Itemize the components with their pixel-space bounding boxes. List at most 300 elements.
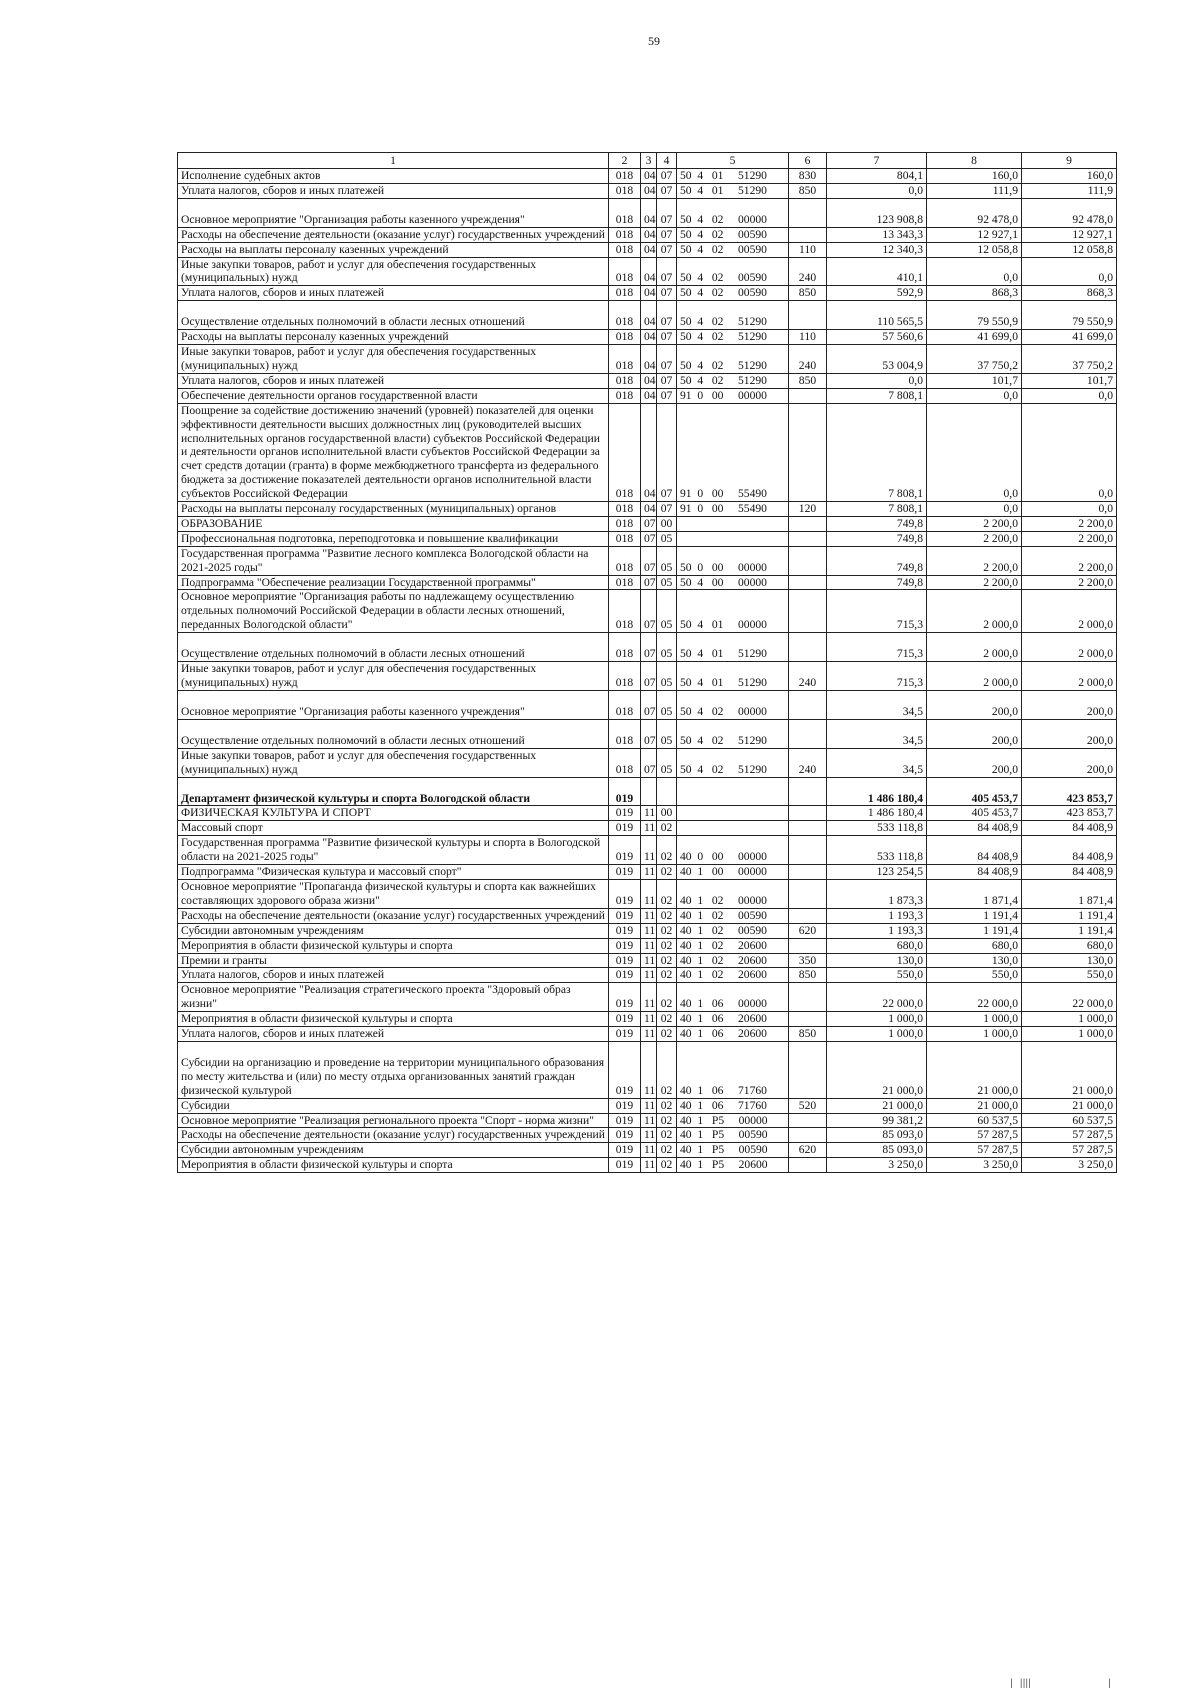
table-row [178,198,1117,227]
row-cell-c5: 50 4 02 00590 [677,286,789,301]
row-cell-c9: 1 000,0 [1022,1027,1117,1042]
row-cell-c8: 84 408,9 [927,865,1022,880]
row-cell-c4: 07 [657,183,677,198]
row-cell-c4: 02 [657,908,677,923]
row-cell-c8: 680,0 [927,938,1022,953]
row-cell-c2: 018 [609,590,641,633]
row-name-cell: Уплата налогов, сборов и иных платежей [178,968,609,983]
row-name-cell: ФИЗИЧЕСКАЯ КУЛЬТУРА И СПОРТ [178,806,609,821]
row-cell-c6 [789,531,827,546]
row-cell-c9: 200,0 [1022,690,1117,719]
row-cell-c2: 019 [609,1027,641,1042]
row-cell-c6: 240 [789,748,827,777]
budget-table [177,152,1117,1173]
table-row [178,242,1117,257]
row-cell-c2: 019 [609,1041,641,1098]
row-cell-c5: 50 4 02 00000 [677,690,789,719]
row-cell-c5: 50 4 02 51290 [677,345,789,374]
row-cell-c9: 57 287,5 [1022,1128,1117,1143]
row-cell-c5: 40 1 P5 00000 [677,1113,789,1128]
row-cell-c8: 1 000,0 [927,1027,1022,1042]
row-cell-c5: 50 4 02 00590 [677,257,789,286]
row-cell-c4: 02 [657,836,677,865]
row-name-cell: Уплата налогов, сборов и иных платежей [178,1027,609,1042]
row-name-cell: Государственная программа "Развитие физической культуры и спорта в Вологодской области на 2021-2025 годы" [178,836,609,865]
row-cell-c7: 57 560,6 [827,330,927,345]
row-cell-c7: 21 000,0 [827,1098,927,1113]
row-cell-c2: 018 [609,286,641,301]
row-cell-c4: 05 [657,748,677,777]
row-cell-c8: 0,0 [927,257,1022,286]
row-cell-c4: 02 [657,865,677,880]
row-cell-c6 [789,301,827,330]
row-cell-c7: 804,1 [827,169,927,184]
row-cell-c9: 57 287,5 [1022,1143,1117,1158]
row-cell-c3: 04 [641,183,657,198]
table-row [178,908,1117,923]
row-cell-c3: 04 [641,169,657,184]
row-cell-c6 [789,227,827,242]
row-cell-c7: 1 000,0 [827,1012,927,1027]
table-row [178,777,1117,806]
row-cell-c2: 018 [609,373,641,388]
row-cell-c9: 22 000,0 [1022,983,1117,1012]
row-cell-c2: 018 [609,403,641,501]
row-cell-c8: 57 287,5 [927,1143,1022,1158]
row-cell-c8: 200,0 [927,690,1022,719]
row-cell-c3: 11 [641,1158,657,1173]
row-cell-c8: 37 750,2 [927,345,1022,374]
row-cell-c5: 40 1 02 00590 [677,908,789,923]
row-cell-c6 [789,516,827,531]
row-name-cell: Расходы на выплаты персоналу казенных учреждений [178,330,609,345]
row-name-cell: Мероприятия в области физической культуры и спорта [178,1012,609,1027]
row-cell-c8: 405 453,7 [927,806,1022,821]
row-cell-c7: 749,8 [827,575,927,590]
row-cell-c2: 019 [609,865,641,880]
row-cell-c4: 02 [657,1098,677,1113]
row-cell-c2: 019 [609,821,641,836]
row-cell-c9: 3 250,0 [1022,1158,1117,1173]
row-cell-c2: 018 [609,257,641,286]
row-cell-c3: 11 [641,879,657,908]
header-cell: 8 [927,153,1022,169]
row-cell-c8: 79 550,9 [927,301,1022,330]
row-cell-c5: 40 1 02 20600 [677,968,789,983]
row-name-cell: Основное мероприятие "Реализация стратегического проекта "Здоровый образ жизни" [178,983,609,1012]
row-cell-c9: 0,0 [1022,403,1117,501]
row-name-cell: Субсидии на организацию и проведение на территории муниципального образования по месту жительства и (или) по месту отдыха организованных занятий граждан физической культурой [178,1041,609,1098]
table-row [178,183,1117,198]
header-cell: 6 [789,153,827,169]
row-cell-c8: 2 000,0 [927,633,1022,662]
row-cell-c9: 21 000,0 [1022,1041,1117,1098]
row-cell-c3: 04 [641,403,657,501]
header-cell: 2 [609,153,641,169]
row-cell-c8: 405 453,7 [927,777,1022,806]
row-cell-c7: 110 565,5 [827,301,927,330]
row-cell-c3: 11 [641,1128,657,1143]
page-number: 59 [648,34,660,48]
row-cell-c3: 11 [641,1143,657,1158]
row-cell-c7: 123 254,5 [827,865,927,880]
row-cell-c8: 92 478,0 [927,198,1022,227]
row-cell-c6 [789,1041,827,1098]
row-name-cell: Государственная программа "Развитие лесного комплекса Вологодской области на 2021-2025 годы" [178,546,609,575]
row-cell-c4: 05 [657,531,677,546]
row-cell-c9: 2 000,0 [1022,590,1117,633]
row-cell-c7: 12 340,3 [827,242,927,257]
row-cell-c6 [789,836,827,865]
row-cell-c2: 019 [609,968,641,983]
row-cell-c2: 018 [609,198,641,227]
row-cell-c5: 50 0 00 00000 [677,546,789,575]
row-cell-c3: 07 [641,531,657,546]
row-cell-c9: 92 478,0 [1022,198,1117,227]
row-cell-c2: 018 [609,183,641,198]
row-cell-c9: 21 000,0 [1022,1098,1117,1113]
row-cell-c6 [789,633,827,662]
table-row [178,330,1117,345]
row-cell-c9: 2 000,0 [1022,662,1117,691]
row-cell-c4: 05 [657,575,677,590]
row-cell-c8: 0,0 [927,502,1022,517]
row-cell-c6 [789,198,827,227]
row-cell-c2: 018 [609,633,641,662]
row-cell-c9: 101,7 [1022,373,1117,388]
row-cell-c6 [789,690,827,719]
row-cell-c3: 11 [641,1098,657,1113]
row-cell-c7: 749,8 [827,531,927,546]
row-cell-c9: 200,0 [1022,748,1117,777]
row-cell-c5: 40 1 P5 20600 [677,1158,789,1173]
row-cell-c5: 50 4 00 00000 [677,575,789,590]
row-cell-c3: 04 [641,502,657,517]
row-cell-c4: 00 [657,516,677,531]
row-cell-c8: 21 000,0 [927,1041,1022,1098]
header-cell: 5 [677,153,789,169]
table-row [178,923,1117,938]
row-cell-c6 [789,1113,827,1128]
row-cell-c6: 110 [789,330,827,345]
row-cell-c7: 592,9 [827,286,927,301]
row-name-cell: ОБРАЗОВАНИЕ [178,516,609,531]
row-cell-c2: 018 [609,330,641,345]
row-cell-c8: 1 191,4 [927,908,1022,923]
row-cell-c5: 40 1 06 71760 [677,1041,789,1098]
row-cell-c5: 40 1 02 20600 [677,938,789,953]
row-cell-c9: 0,0 [1022,502,1117,517]
row-cell-c2: 018 [609,345,641,374]
row-cell-c2: 019 [609,938,641,953]
row-cell-c2: 018 [609,301,641,330]
table-row [178,546,1117,575]
row-cell-c3: 07 [641,662,657,691]
row-cell-c2: 018 [609,502,641,517]
row-cell-c4: 07 [657,257,677,286]
row-name-cell: Осуществление отдельных полномочий в области лесных отношений [178,301,609,330]
row-cell-c7: 0,0 [827,373,927,388]
row-cell-c3: 07 [641,719,657,748]
row-cell-c6: 850 [789,373,827,388]
row-cell-c5 [677,531,789,546]
row-cell-c8: 41 699,0 [927,330,1022,345]
row-cell-c7: 715,3 [827,633,927,662]
row-cell-c5: 50 4 02 00590 [677,242,789,257]
row-cell-c8: 2 200,0 [927,546,1022,575]
row-cell-c4: 02 [657,983,677,1012]
row-cell-c5 [677,806,789,821]
row-cell-c8: 2 200,0 [927,516,1022,531]
row-cell-c4: 02 [657,1113,677,1128]
row-cell-c9: 680,0 [1022,938,1117,953]
table-row [178,516,1117,531]
row-cell-c6: 240 [789,257,827,286]
table-row [178,373,1117,388]
row-cell-c3: 04 [641,388,657,403]
row-cell-c2: 018 [609,227,641,242]
row-cell-c6 [789,1128,827,1143]
row-cell-c7: 3 250,0 [827,1158,927,1173]
row-cell-c4: 07 [657,286,677,301]
row-cell-c4: 02 [657,938,677,953]
row-cell-c8: 0,0 [927,403,1022,501]
row-cell-c4: 07 [657,345,677,374]
scan-mark: ǀ ǀǀǀǀ [1010,1677,1032,1692]
row-cell-c5: 50 4 02 51290 [677,373,789,388]
row-cell-c6 [789,388,827,403]
table-row [178,1143,1117,1158]
row-cell-c8: 84 408,9 [927,821,1022,836]
row-cell-c3: 04 [641,373,657,388]
row-cell-c6 [789,908,827,923]
row-cell-c9: 84 408,9 [1022,836,1117,865]
row-cell-c3: 07 [641,575,657,590]
row-cell-c6 [789,1158,827,1173]
row-cell-c5: 91 0 00 55490 [677,502,789,517]
row-cell-c3: 04 [641,286,657,301]
row-cell-c7: 123 908,8 [827,198,927,227]
row-cell-c6 [789,865,827,880]
row-name-cell: Обеспечение деятельности органов государственной власти [178,388,609,403]
row-cell-c9: 0,0 [1022,257,1117,286]
row-cell-c2: 018 [609,169,641,184]
row-cell-c4: 02 [657,1158,677,1173]
row-cell-c5: 50 4 02 51290 [677,748,789,777]
row-cell-c8: 1 871,4 [927,879,1022,908]
row-cell-c9: 2 000,0 [1022,633,1117,662]
row-cell-c9: 2 200,0 [1022,516,1117,531]
row-cell-c3: 11 [641,1041,657,1098]
table-row [178,345,1117,374]
row-cell-c9: 2 200,0 [1022,531,1117,546]
row-name-cell: Основное мероприятие "Организация работы по надлежащему осуществлению отдельных полномочий Российской Федерации в области лесных отношений, переданных Вологодской области" [178,590,609,633]
row-cell-c6 [789,806,827,821]
row-cell-c4: 02 [657,1027,677,1042]
row-cell-c4: 02 [657,879,677,908]
row-name-cell: Мероприятия в области физической культуры и спорта [178,938,609,953]
row-cell-c4: 07 [657,373,677,388]
row-name-cell: Основное мероприятие "Организация работы казенного учреждения" [178,198,609,227]
row-cell-c4: 02 [657,953,677,968]
row-cell-c4: 02 [657,1012,677,1027]
row-cell-c2: 019 [609,836,641,865]
row-name-cell: Расходы на обеспечение деятельности (оказание услуг) государственных учреждений [178,227,609,242]
row-cell-c4: 05 [657,546,677,575]
table-row [178,1113,1117,1128]
row-cell-c6: 620 [789,1143,827,1158]
row-cell-c6 [789,879,827,908]
row-cell-c7: 7 808,1 [827,403,927,501]
table-row [178,1041,1117,1098]
table-row [178,748,1117,777]
table-row [178,1027,1117,1042]
row-cell-c4 [657,777,677,806]
row-cell-c4: 05 [657,633,677,662]
row-cell-c7: 1 873,3 [827,879,927,908]
row-cell-c3: 04 [641,301,657,330]
row-cell-c4: 02 [657,1041,677,1098]
row-cell-c3: 11 [641,968,657,983]
row-cell-c6 [789,590,827,633]
row-name-cell: Департамент физической культуры и спорта Вологодской области [178,777,609,806]
row-cell-c9: 2 200,0 [1022,575,1117,590]
row-cell-c3: 07 [641,748,657,777]
row-cell-c5 [677,777,789,806]
row-cell-c6 [789,777,827,806]
row-cell-c4: 02 [657,1128,677,1143]
row-cell-c8: 2 000,0 [927,590,1022,633]
row-cell-c8: 12 927,1 [927,227,1022,242]
table-row [178,403,1117,501]
row-cell-c9: 423 853,7 [1022,806,1117,821]
row-cell-c3: 04 [641,330,657,345]
row-cell-c8: 200,0 [927,719,1022,748]
row-cell-c6: 240 [789,662,827,691]
row-cell-c7: 53 004,9 [827,345,927,374]
row-cell-c7: 410,1 [827,257,927,286]
row-cell-c8: 84 408,9 [927,836,1022,865]
row-cell-c2: 019 [609,879,641,908]
row-name-cell: Поощрение за содействие достижению значений (уровней) показателей для оценки эффективности деятельности высших должностных лиц (руководителей высших исполнительных органов государственной власти) субъектов Российской Федерации и деятельности органов исполнительной власти субъектов Российской Федерации за счет средств дотации (гранта) в форме межбюджетного трансферта из федерального бюджета за достижение показателей деятельности органов исполнительной власти субъектов Российской Федерации [178,403,609,501]
row-cell-c7: 7 808,1 [827,502,927,517]
row-cell-c7: 1 486 180,4 [827,777,927,806]
header-cell: 4 [657,153,677,169]
row-cell-c4: 07 [657,169,677,184]
row-cell-c9: 41 699,0 [1022,330,1117,345]
row-cell-c4: 07 [657,330,677,345]
row-name-cell: Иные закупки товаров, работ и услуг для обеспечения государственных (муниципальных) нужд [178,345,609,374]
row-cell-c9: 550,0 [1022,968,1117,983]
row-cell-c6: 850 [789,1027,827,1042]
row-cell-c5: 40 1 06 00000 [677,983,789,1012]
table-row [178,662,1117,691]
row-cell-c6: 120 [789,502,827,517]
row-cell-c8: 2 000,0 [927,662,1022,691]
row-cell-c5: 50 4 02 51290 [677,719,789,748]
row-cell-c6 [789,403,827,501]
row-cell-c9: 868,3 [1022,286,1117,301]
row-cell-c2: 019 [609,1143,641,1158]
row-cell-c6: 620 [789,923,827,938]
table-row [178,227,1117,242]
row-cell-c9: 423 853,7 [1022,777,1117,806]
row-name-cell: Массовый спорт [178,821,609,836]
row-cell-c4: 02 [657,968,677,983]
row-cell-c3 [641,777,657,806]
row-name-cell: Мероприятия в области физической культуры и спорта [178,1158,609,1173]
row-cell-c5: 40 1 02 00590 [677,923,789,938]
row-cell-c3: 11 [641,1012,657,1027]
row-cell-c3: 07 [641,590,657,633]
row-cell-c8: 200,0 [927,748,1022,777]
row-cell-c2: 019 [609,983,641,1012]
row-cell-c8: 111,9 [927,183,1022,198]
row-name-cell: Субсидии [178,1098,609,1113]
row-cell-c2: 019 [609,1113,641,1128]
row-cell-c5: 40 1 02 00000 [677,879,789,908]
row-cell-c7: 680,0 [827,938,927,953]
row-cell-c7: 34,5 [827,748,927,777]
row-name-cell: Иные закупки товаров, работ и услуг для обеспечения государственных (муниципальных) нужд [178,662,609,691]
table-row [178,983,1117,1012]
table-row [178,502,1117,517]
table-row [178,938,1117,953]
row-cell-c9: 84 408,9 [1022,865,1117,880]
table-row [178,531,1117,546]
row-cell-c9: 1 871,4 [1022,879,1117,908]
row-name-cell: Субсидии автономным учреждениям [178,1143,609,1158]
table-row [178,286,1117,301]
row-name-cell: Подпрограмма "Обеспечение реализации Государственной программы" [178,575,609,590]
row-cell-c9: 37 750,2 [1022,345,1117,374]
row-cell-c3: 04 [641,242,657,257]
row-cell-c2: 019 [609,1012,641,1027]
row-cell-c6 [789,719,827,748]
row-cell-c5 [677,516,789,531]
row-cell-c4: 07 [657,242,677,257]
row-cell-c8: 0,0 [927,388,1022,403]
table-row [178,388,1117,403]
row-cell-c7: 715,3 [827,590,927,633]
row-cell-c4: 07 [657,227,677,242]
row-cell-c4: 00 [657,806,677,821]
row-cell-c5: 40 1 06 71760 [677,1098,789,1113]
row-cell-c6: 240 [789,345,827,374]
row-cell-c9: 12 927,1 [1022,227,1117,242]
row-cell-c7: 749,8 [827,546,927,575]
row-name-cell: Осуществление отдельных полномочий в области лесных отношений [178,633,609,662]
row-cell-c6: 850 [789,968,827,983]
row-name-cell: Подпрограмма "Физическая культура и массовый спорт" [178,865,609,880]
scan-mark: ǀ [1108,1677,1111,1692]
row-cell-c5: 50 4 02 00590 [677,227,789,242]
row-cell-c5: 40 1 06 20600 [677,1027,789,1042]
row-cell-c3: 11 [641,953,657,968]
row-name-cell: Профессиональная подготовка, переподготовка и повышение квалификации [178,531,609,546]
row-cell-c5: 91 0 00 55490 [677,403,789,501]
row-cell-c2: 018 [609,531,641,546]
row-cell-c5: 50 4 01 51290 [677,633,789,662]
row-name-cell: Исполнение судебных актов [178,169,609,184]
row-cell-c2: 018 [609,546,641,575]
row-cell-c5: 40 0 00 00000 [677,836,789,865]
row-cell-c9: 2 200,0 [1022,546,1117,575]
header-cell: 7 [827,153,927,169]
row-cell-c9: 160,0 [1022,169,1117,184]
row-name-cell: Осуществление отдельных полномочий в области лесных отношений [178,719,609,748]
row-cell-c8: 1 191,4 [927,923,1022,938]
